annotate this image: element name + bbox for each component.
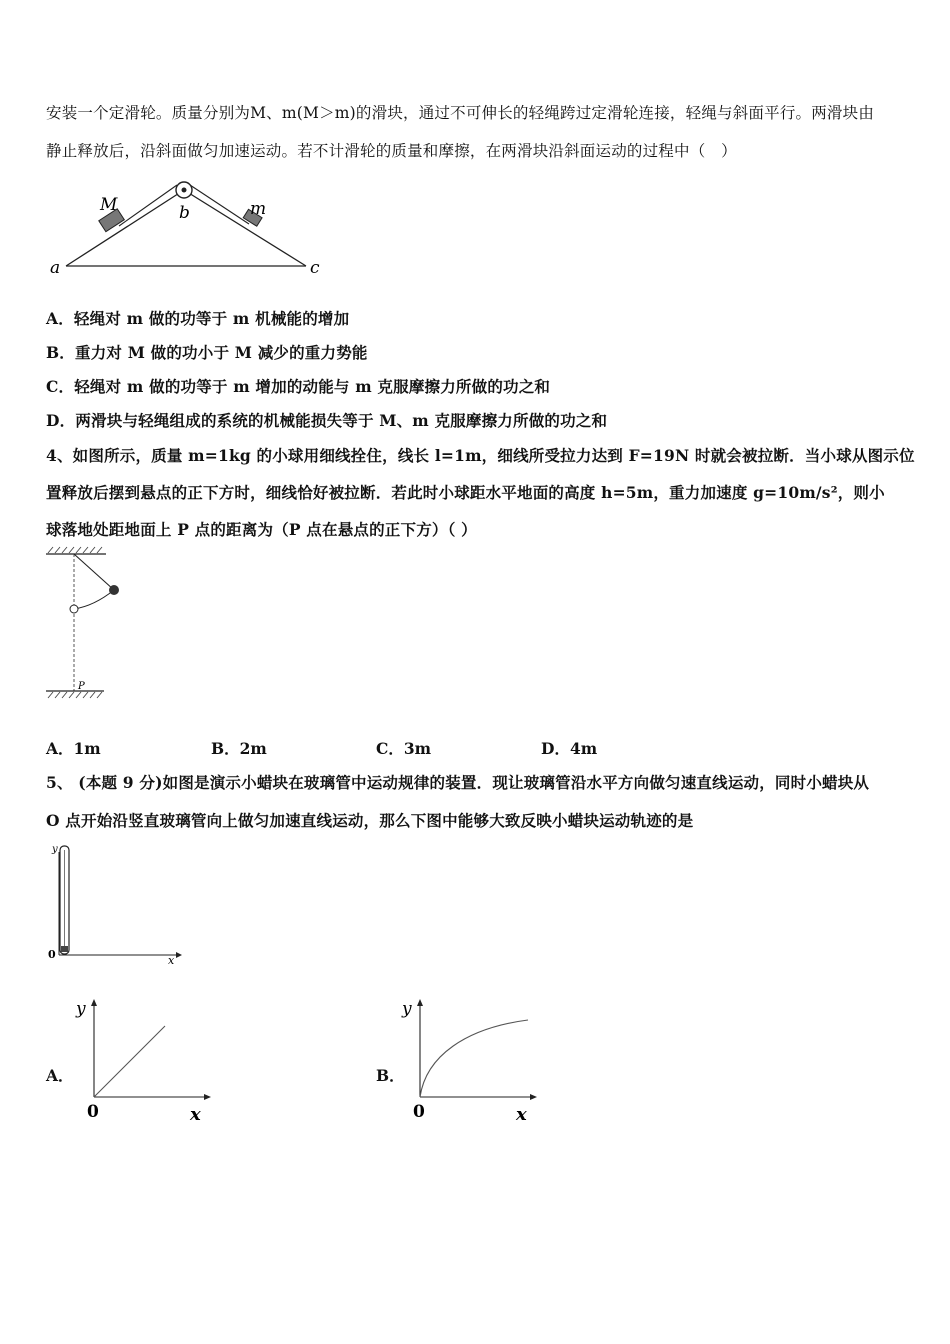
q3-option-b: B．重力对 M 做的功小于 M 减少的重力势能 (46, 343, 368, 362)
label-m: m (250, 199, 267, 219)
q5-option-b-label: B． (376, 1066, 405, 1085)
label-c: c (310, 258, 320, 276)
option-b-axis-y: y (402, 999, 412, 1019)
q4-text-line-1: 4、如图所示，质量 m=1kg 的小球用细线拴住，线长 l=1m，细线所受拉力达到 F=19N 时就会被拉断．当小球从图示位 (46, 446, 915, 465)
q5-option-a-graph (70, 996, 215, 1124)
wax-block (61, 946, 68, 952)
q4-option-d: D．4m (541, 739, 598, 758)
label-b: b (179, 203, 190, 223)
option-b-origin: 0 (413, 1102, 425, 1122)
q3-option-c: C．轻绳对 m 做的功等于 m 增加的动能与 m 克服摩擦力所做的功之和 (46, 377, 551, 396)
q5-option-a-label: A． (46, 1066, 74, 1085)
glass-tube-figure (44, 840, 184, 965)
q4-text-line-2: 置释放后摆到悬点的正下方时，细线恰好被拉断．若此时小球距水平地面的高度 h=5m，重力加速度 g=10m/s²，则小 (46, 483, 885, 502)
option-a-origin: 0 (87, 1102, 99, 1122)
q4-option-b: B．2m (211, 739, 267, 758)
q5-text-line-1: 5、 (本题 9 分)如图是演示小蜡块在玻璃管中运动规律的装置．现让玻璃管沿水平方向做匀速直线运动，同时小蜡块从 (46, 773, 870, 792)
q4-text-line-3: 球落地处距地面上 P 点的距离为（P 点在悬点的正下方）（ ） (46, 520, 477, 539)
q3-option-a: A．轻绳对 m 做的功等于 m 机械能的增加 (46, 309, 350, 328)
q5-option-b-graph (396, 996, 541, 1124)
label-a: a (50, 258, 61, 276)
option-a-axis-x: x (190, 1104, 201, 1124)
option-a-axis-y: y (76, 999, 86, 1019)
q4-option-a: A．1m (46, 739, 101, 758)
pendulum-figure (42, 546, 122, 701)
trajectory-curve (420, 1020, 528, 1097)
q4-option-c: C．3m (376, 739, 432, 758)
q3-text-line-2: 静止释放后，沿斜面做匀加速运动。若不计滑轮的质量和摩擦，在两滑块沿斜面运动的过程中（ ） (46, 142, 737, 160)
trajectory-line (94, 1026, 165, 1097)
incline-pulley-figure (44, 176, 334, 276)
tube-label-y: y (52, 844, 58, 855)
q5-text-line-2: O 点开始沿竖直玻璃管向上做匀加速直线运动，那么下图中能够大致反映小蜡块运动轨迹的是 (46, 811, 694, 830)
q3-option-d: D．两滑块与轻绳组成的系统的机械能损失等于 M、m 克服摩擦力所做的功之和 (46, 411, 608, 430)
label-M: M (100, 195, 118, 215)
option-b-axis-x: x (516, 1104, 527, 1124)
label-P: P (78, 681, 85, 692)
tube-label-x: x (168, 954, 175, 965)
ball-icon (109, 585, 119, 595)
q3-text-line-1: 安装一个定滑轮。质量分别为M、m(M＞m)的滑块，通过不可伸长的轻绳跨过定滑轮连接，轻绳与斜面平行。两滑块由 (46, 104, 875, 122)
tube-label-o: 0 (48, 948, 56, 961)
